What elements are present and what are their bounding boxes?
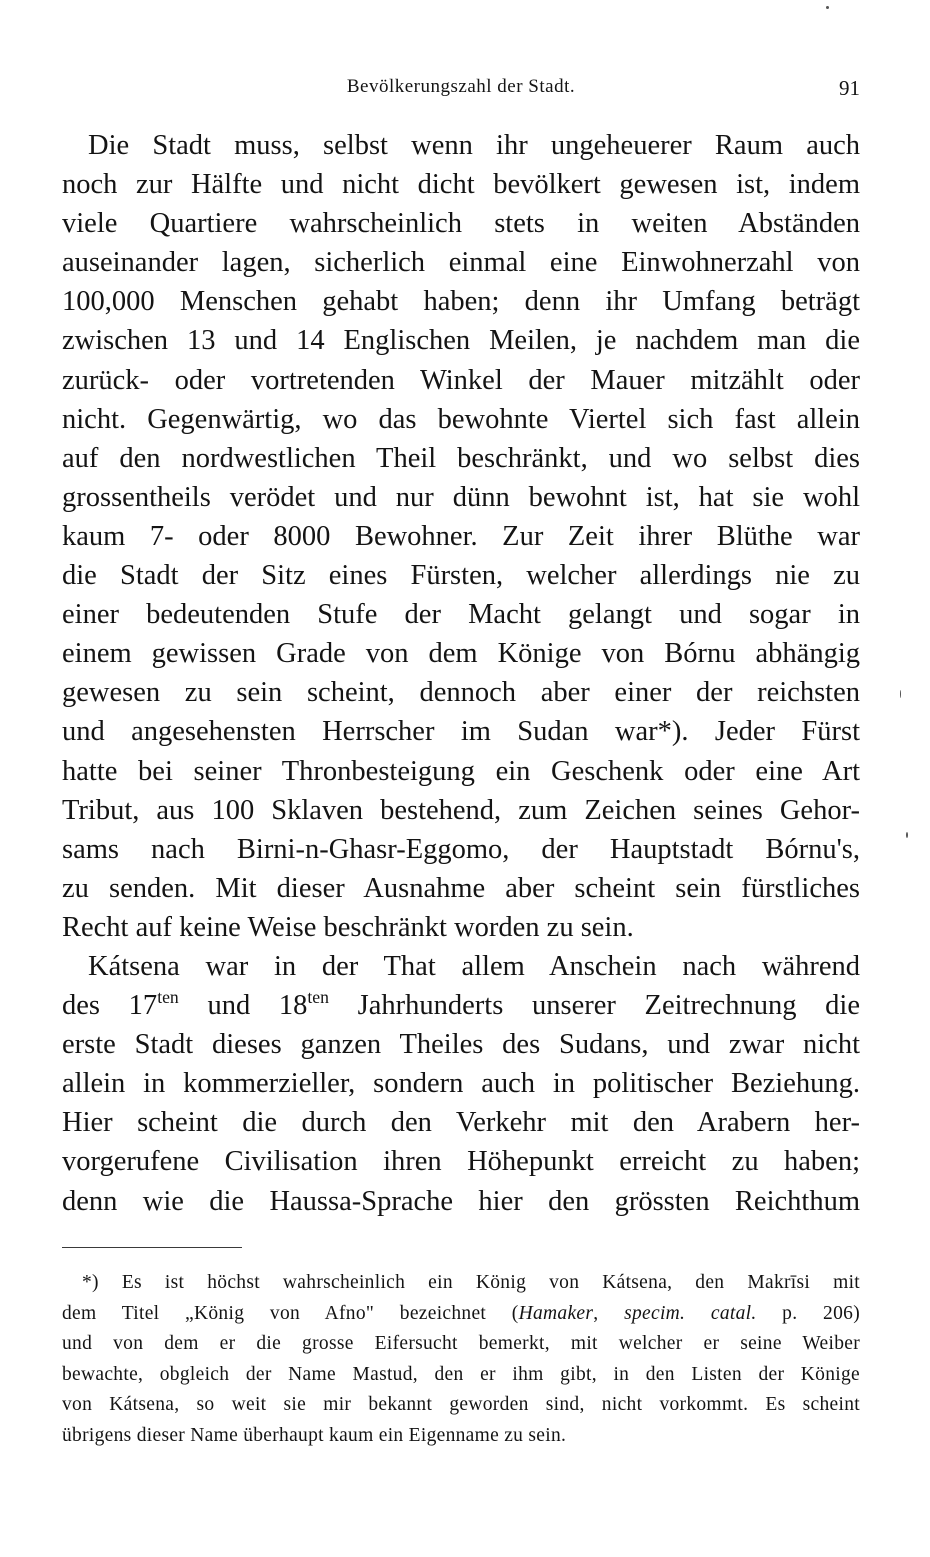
running-head [62, 76, 860, 100]
text-line: Recht auf keine Weise beschränkt worden zu sein. [62, 911, 634, 943]
footnote-line: von Kátsena, so weit sie mir bekannt geworden sind, nicht vorkommt. Es scheint [62, 1394, 860, 1415]
ordinal-superscript: ten [307, 987, 329, 1008]
text-line: einem gewissen Grade von dem Könige von Bórnu abhängig [62, 638, 860, 670]
text-line: die Stadt der Sitz eines Fürsten, welcher allerdings nie zu [62, 560, 860, 592]
text-line: zwischen 13 und 14 Englischen Meilen, je nachdem man die [62, 325, 860, 357]
text-line: zurück- oder vortretenden Winkel der Mauer mitzählt oder [62, 364, 860, 396]
text-line: erste Stadt dieses ganzen Theiles des Sudans, und zwar nicht [62, 1029, 860, 1061]
text-fragment: , [593, 1302, 625, 1324]
text-fragment: des 17 [62, 990, 158, 1022]
text-line: zu senden. Mit dieser Ausnahme aber scheint sein fürstliches [62, 872, 860, 904]
text-line: viele Quartiere wahrscheinlich stets in weiten Abständen [62, 208, 860, 240]
footnote-line: übrigens dieser Name überhaupt kaum ein Eigenname zu sein. [62, 1424, 567, 1446]
text-line: grossentheils verödet und nur dünn bewohnt ist, hat sie wohl [62, 481, 860, 513]
footnote-line: und von dem er die grosse Eifersucht bemerkt, mit welcher er seine Weiber [62, 1333, 860, 1354]
text-fragment: und 18 [178, 990, 308, 1022]
page-number: 91 [839, 76, 860, 100]
text-line: und angesehensten Herrscher im Sudan war*). Jeder Fürst [62, 716, 860, 748]
text-line: noch zur Hälfte und nicht dicht bevölkert gewesen ist, indem [62, 169, 860, 201]
text-line: Die Stadt muss, selbst wenn ihr ungeheuerer Raum auch [88, 130, 860, 161]
citation-title: specim. catal. [624, 1302, 757, 1324]
text-fragment: dem Titel „König von Afno" bezeichnet ( [62, 1302, 519, 1324]
text-line: nicht. Gegenwärtig, wo das bewohnte Viertel sich fast allein [62, 403, 860, 435]
text-line: auf den nordwestlichen Theil beschränkt, und wo selbst dies [62, 442, 860, 474]
text-line: 100,000 Menschen gehabt haben; denn ihr Umfang beträgt [62, 286, 860, 318]
text-fragment: p. 206) [756, 1302, 860, 1324]
scan-speck [826, 6, 829, 9]
footnote-line: bewachte, obgleich der Name Mastud, den er ihm gibt, in den Listen der Könige [62, 1363, 860, 1385]
text-line: einer bedeutenden Stufe der Macht gelangt und sogar in [62, 599, 860, 631]
text-fragment: Jahrhunderts unserer Zeitrechnung die [328, 990, 860, 1022]
scan-speck [906, 832, 908, 838]
text-line: kaum 7- oder 8000 Bewohner. Zur Zeit ihrer Blüthe war [62, 520, 860, 552]
running-title: Bevölkerungszahl der Stadt. [346, 76, 576, 97]
ordinal-superscript: ten [157, 987, 179, 1008]
footnote-line: *) Es ist höchst wahrscheinlich ein König von Kátsena, den Makrīsi mit [82, 1272, 860, 1293]
text-line: vorgerufene Civilisation ihren Höhepunkt erreicht zu haben; [62, 1146, 860, 1178]
paragraph-1 [62, 126, 860, 947]
citation-author: Hamaker [518, 1302, 594, 1324]
text-line: gewesen zu sein scheint, dennoch aber einer der reichsten [62, 677, 860, 709]
footnote [62, 1268, 860, 1451]
body-text [62, 126, 860, 1221]
footnote-line-with-citation [62, 1299, 860, 1330]
scan-speck [900, 690, 901, 698]
text-line: denn wie die Haussa-Sprache hier den grössten Reichthum [62, 1185, 860, 1217]
paragraph-2 [62, 947, 860, 1221]
text-line: allein in kommerzieller, sondern auch in politischer Beziehung. [62, 1068, 860, 1100]
text-line-with-superscripts [62, 986, 860, 1025]
text-line: hatte bei seiner Thronbesteigung ein Geschenk oder eine Art [62, 755, 860, 787]
text-line: Kátsena war in der That allem Anschein nach während [88, 950, 860, 982]
text-line: Tribut, aus 100 Sklaven bestehend, zum Zeichen seines Gehor- [62, 794, 860, 826]
text-line: auseinander lagen, sicherlich einmal eine Einwohnerzahl von [62, 247, 860, 279]
footnote-rule [62, 1247, 242, 1248]
text-line: sams nach Birni-n-Ghasr-Eggomo, der Hauptstadt Bórnu's, [62, 833, 860, 865]
text-line: Hier scheint die durch den Verkehr mit den Arabern her- [62, 1107, 860, 1139]
